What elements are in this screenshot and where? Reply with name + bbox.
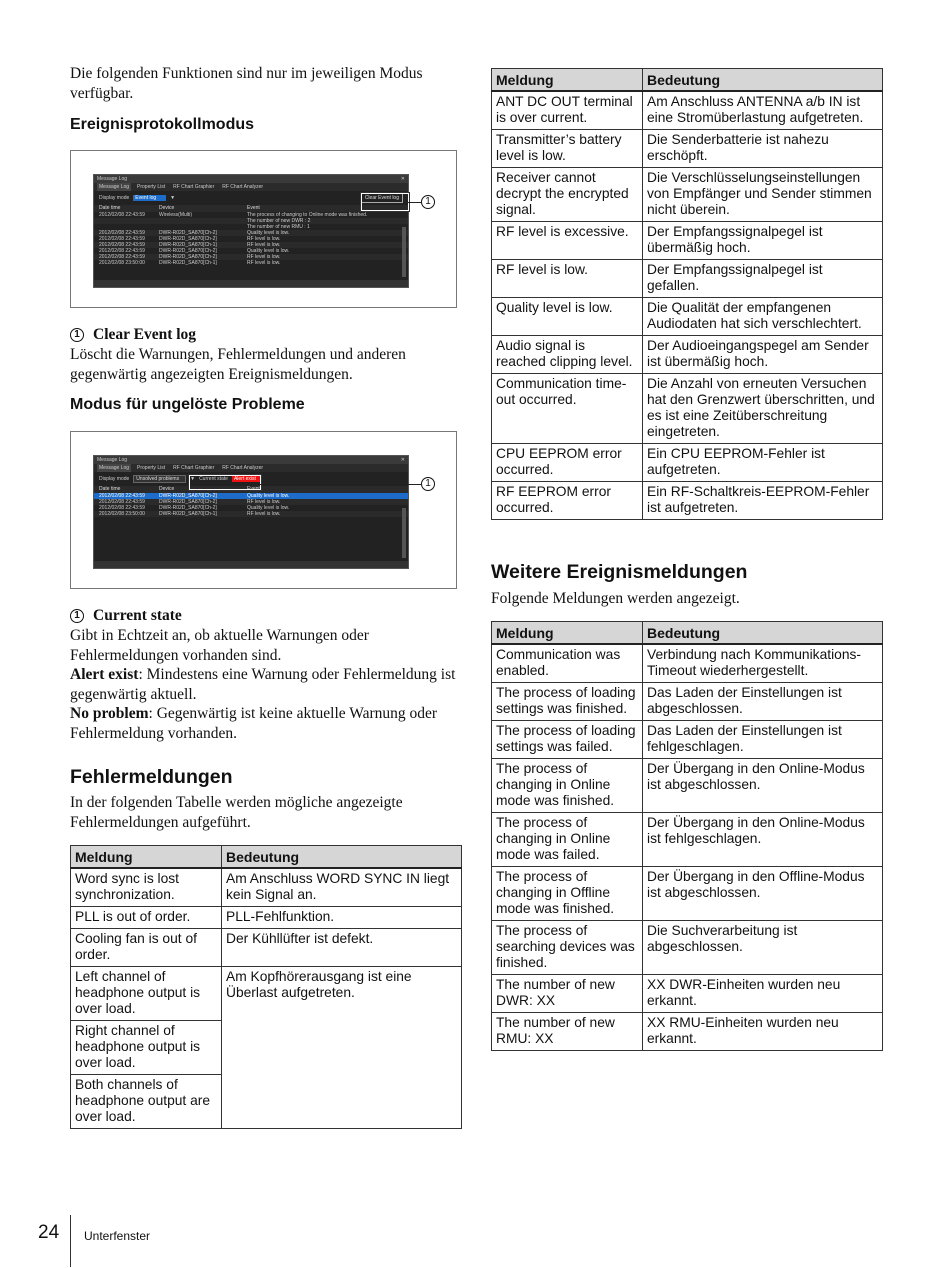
close-icon[interactable]: ✕ [400,176,405,182]
tab-rf-chart-analyzer[interactable]: RF Chart Analyzer [222,184,264,190]
item-title: Clear Event log [93,326,197,343]
item-number: 1 [70,328,84,342]
table-row: Communication was enabled. Verbindung nach Kommunikations-Timeout wiederhergestellt. [492,644,883,683]
log-rows [94,493,408,517]
table-row[interactable]: 2012/02/08 22:43:59 DWR-R02D_SA870[Ch-1] RF level is low. [94,242,408,248]
weitere-table [491,621,883,1051]
table-row: Quality level is low. Die Qualität der empfangenen Audiodaten hat sich verschlechtert. [492,298,883,336]
callout-highlight [361,193,409,211]
unsolved-problems-figure [70,431,457,589]
fehler-intro: In der folgenden Tabelle werden mögliche angezeigte Fehlermeldungen aufgeführt. [70,794,403,831]
message-log-window [93,455,409,569]
footer-divider [70,1215,71,1267]
window-tabs [94,464,408,472]
fehler-table [70,845,462,1129]
callout-highlight [189,475,261,490]
table-row: Communication time-out occurred. Die Anzahl von erneuten Versuchen hat den Grenzwert überschritten, und es ist eine Zeitüberschreitung eingetreten. [492,374,883,444]
scrollbar[interactable] [402,508,406,558]
modus-heading: Modus für ungelöste Probleme [70,396,305,413]
table-row: Left channel of headphone output is over load. Am Kopfhörerausgang ist eine Überlast aufgetreten. [71,967,462,1021]
log-rows [94,212,408,266]
table-row: RF level is excessive. Der Empfangssignalpegel ist übermäßig hoch. [492,222,883,260]
col-date-time[interactable]: Date time [99,205,121,211]
callout-number: 1 [421,195,435,209]
table-row: Audio signal is reached clipping level. Der Audioeingangspegel am Sender ist übermäßig hoch. [492,336,883,374]
weitere-heading: Weitere Ereignismeldungen [491,561,748,583]
no-problem-term: No problem [70,705,149,722]
weitere-intro: Folgende Meldungen werden angezeigt. [491,590,740,607]
table-row: CPU EEPROM error occurred. Ein CPU EEPROM-Fehler ist aufgetreten. [492,444,883,482]
table-row: The process of changing in Online mode was finished. Der Übergang in den Online-Modus ist abgeschlossen. [492,759,883,813]
window-title: Message Log [97,176,128,182]
table-row: RF level is low. Der Empfangssignalpegel ist gefallen. [492,260,883,298]
table-row[interactable]: 2012/02/08 23:50:00 DWR-R02D_SA870[Ch-1] RF level is low. [99,260,281,266]
tab-rf-chart-graphier[interactable]: RF Chart Graphier [173,465,215,471]
display-mode-select[interactable]: Event log [133,195,166,201]
table-row[interactable]: 2012/02/08 22:43:59 DWR-R02D_SA870[Ch-2] Quality level is low. [94,230,408,236]
table-row[interactable]: 2012/02/08 22:43:59 DWR-R02D_SA870[Ch-2] Quality level is low. [99,505,290,511]
fehler-table-continued [491,68,883,520]
table-row: The process of loading settings was failed. Das Laden der Einstellungen ist fehlgeschlagen. [492,721,883,759]
item-title: Current state [93,607,182,624]
display-mode-label: Display mode [99,476,130,482]
tab-message-log[interactable]: Message Log [99,465,130,471]
callout-line [407,202,421,203]
table-header-row [492,622,883,645]
display-mode-select[interactable]: Unsolved problems [133,475,186,483]
col-device[interactable]: Device [159,486,175,492]
table-row: Cooling fan is out of order. Der Kühllüfter ist defekt. [71,929,462,967]
window-titlebar [94,456,408,464]
table-row: PLL is out of order. PLL-Fehlfunktion. [71,907,462,929]
table-row[interactable]: 2012/02/08 23:50:00 DWR-R02D_SA870[Ch-1] RF level is low. [94,511,408,517]
table-row[interactable]: 2012/02/08 22:43:59 Wireless(Multi) The process of changing to Online mode was finished. [99,212,368,218]
intro-text: Die folgenden Funktionen sind nur im jeweiligen Modus verfügbar. [70,65,423,102]
window-titlebar [94,175,408,183]
col-bedeutung: Bedeutung [643,69,883,92]
table-row: The process of changing in Online mode was failed. Der Übergang in den Online-Modus ist fehlgeschlagen. [492,813,883,867]
table-row: ANT DC OUT terminal is over current. Am Anschluss ANTENNA a/b IN ist eine Stromüberlastung aufgetreten. [492,91,883,130]
window-tabs [94,183,408,191]
table-header-row [492,69,883,92]
chevron-down-icon[interactable]: ▼ [190,476,196,482]
clear-event-log-item [70,326,196,344]
ereignis-heading: Ereignisprotokollmodus [70,116,255,133]
table-row[interactable]: 2012/02/08 22:43:59 DWR-R02D_SA870[Ch-2] Quality level is low. [99,248,290,254]
alert-exist-term: Alert exist [70,666,139,683]
alert-exist-desc: Alert exist: Mindestens eine Warnung oder Fehlermeldung ist gegenwärtig aktuell. [70,666,456,703]
current-state-desc: Gibt in Echtzeit an, ob aktuelle Warnungen oder Fehlermeldungen vorhanden sind. [70,627,369,664]
current-state-label: Current state [199,476,228,482]
close-icon[interactable]: ✕ [400,457,405,463]
tab-property-list[interactable]: Property List [137,184,166,190]
col-meldung: Meldung [492,69,643,92]
col-event[interactable]: Event [247,486,260,492]
window-footer [94,280,408,287]
table-row[interactable]: 2012/02/08 22:43:59 DWR-R02D_SA870[Ch-2] RF level is low. [94,254,408,260]
scrollbar[interactable] [402,227,406,277]
current-state-item [70,607,182,625]
current-state-badge: Alert exist [232,476,262,482]
col-device[interactable]: Device [159,205,175,211]
table-row: The number of new DWR: XX XX DWR-Einheiten wurden neu erkannt. [492,975,883,1013]
window-title: Message Log [97,457,128,463]
message-log-window [93,174,409,288]
table-row[interactable]: The number of new DWR : 2 [94,218,408,224]
tab-property-list[interactable]: Property List [137,465,166,471]
col-meldung: Meldung [492,622,643,645]
table-row: The number of new RMU: XX XX RMU-Einheiten wurden neu erkannt. [492,1013,883,1051]
item-number: 1 [70,609,84,623]
table-row[interactable]: 2012/02/08 22:43:59 DWR-R02D_SA870[Ch-2] RF level is low. [99,236,281,242]
table-row[interactable]: 2012/02/08 22:43:59 DWR-R02D_SA870[Ch-2] RF level is low. [94,499,408,505]
current-state-desc-block [70,626,461,743]
clear-event-log-button[interactable]: Clear Event log [361,193,403,203]
callout-number: 1 [421,477,435,491]
tab-rf-chart-analyzer[interactable]: RF Chart Analyzer [222,465,264,471]
col-meldung: Meldung [71,846,222,869]
table-row: Word sync is lost synchronization. Am Anschluss WORD SYNC IN liegt kein Signal an. [71,868,462,907]
table-row: The process of changing in Offline mode was finished. Der Übergang in den Offline-Modus ist abgeschlossen. [492,867,883,921]
table-header-row [71,846,462,869]
window-footer [94,561,408,568]
page-number: 24 [38,1222,60,1243]
table-row: The process of loading settings was finished. Das Laden der Einstellungen ist abgeschlossen. [492,683,883,721]
clear-event-log-desc: Löscht die Warnungen, Fehlermeldungen und anderen gegenwärtig angezeigten Ereignismeldungen. [70,346,406,383]
tab-message-log[interactable]: Message Log [99,184,130,190]
table-row: Both channels of headphone output are over load. [71,1075,462,1129]
event-log-figure [70,150,457,308]
table-row: RF EEPROM error occurred. Ein RF-Schaltkreis-EEPROM-Fehler ist aufgetreten. [492,482,883,520]
col-bedeutung: Bedeutung [643,622,883,645]
callout-line [259,484,421,485]
table-row: Transmitter’s battery level is low. Die Senderbatterie ist nahezu erschöpft. [492,130,883,168]
no-problem-desc: No problem: Gegenwärtig ist keine aktuelle Warnung oder Fehlermeldung vorhanden. [70,705,438,742]
table-row: Right channel of headphone output is over load. [71,1021,462,1075]
display-mode-label: Display mode [99,195,130,201]
col-date-time[interactable]: Date time [99,486,121,492]
table-row: The process of searching devices was finished. Die Suchverarbeitung ist abgeschlossen. [492,921,883,975]
table-row[interactable]: 2012/02/08 22:43:59 DWR-R02D_SA870[Ch-2] Quality level is low. [94,493,408,499]
table-row: Receiver cannot decrypt the encrypted signal. Die Verschlüsselungseinstellungen von Empfänger und Sender stimmen nicht überein. [492,168,883,222]
col-bedeutung: Bedeutung [222,846,462,869]
fehler-heading: Fehlermeldungen [70,766,233,788]
footer-section-label: Unterfenster [84,1229,151,1243]
chevron-down-icon[interactable]: ▼ [170,195,176,201]
table-row[interactable]: The number of new RMU : 1 [247,224,310,230]
tab-rf-chart-graphier[interactable]: RF Chart Graphier [173,184,215,190]
col-event[interactable]: Event [247,205,260,211]
